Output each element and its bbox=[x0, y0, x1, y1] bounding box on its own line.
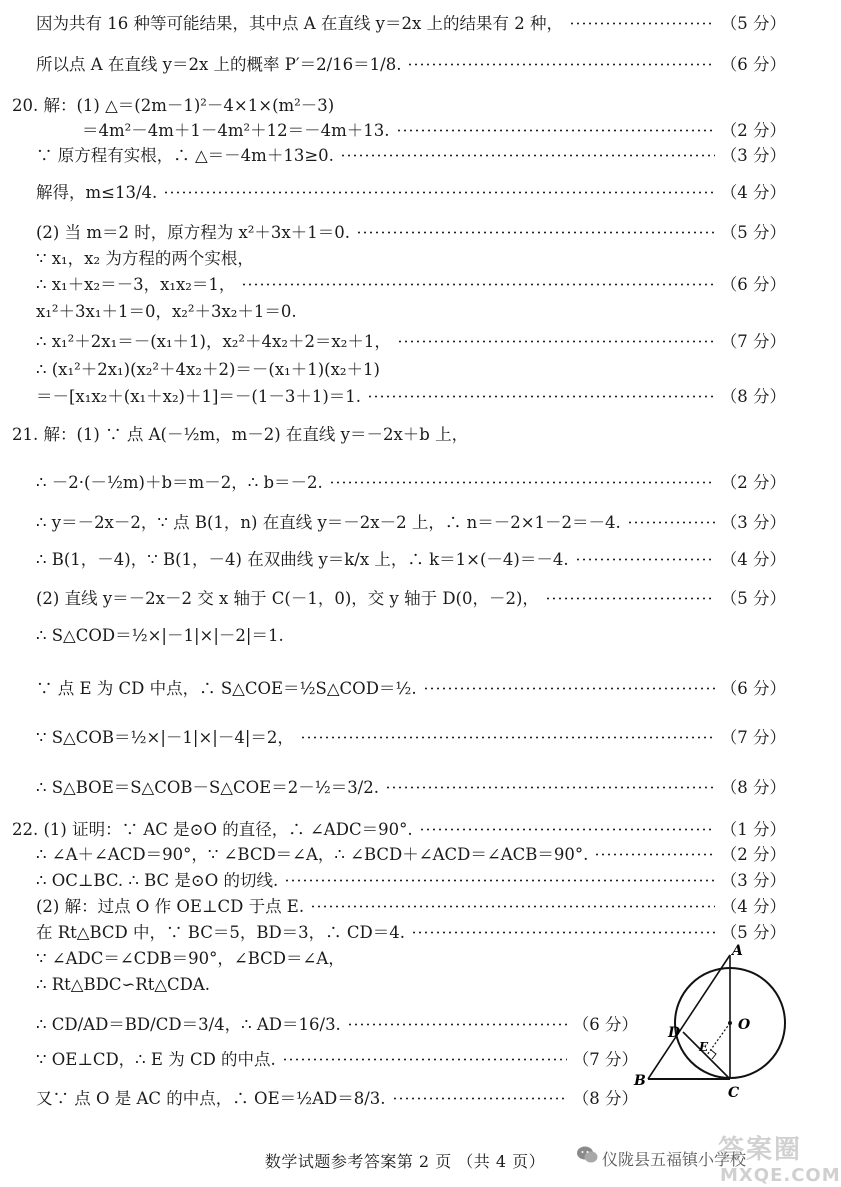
line-expression: (2) 当 m＝2 时，原方程为 x²＋3x＋1＝0. bbox=[36, 223, 350, 242]
score-label: （3 分） bbox=[720, 513, 786, 532]
line-expression: (2) 直线 y＝－2x－2 交 x 轴于 C(－1，0)，交 y 轴于 D(0，－2)， bbox=[36, 589, 539, 608]
score-label: （4 分） bbox=[720, 550, 786, 569]
line-expression: ∴ Rt△BDC∽Rt△CDA. bbox=[36, 975, 211, 994]
solution-line bbox=[12, 820, 786, 840]
solution-line bbox=[12, 425, 786, 445]
watermark bbox=[570, 1125, 841, 1187]
score-label: （2 分） bbox=[720, 845, 786, 864]
line-expression: ∴ ∠A＋∠ACD＝90°，∵ ∠BCD＝∠A，∴ ∠BCD＋∠ACD＝∠ACB＝90°. bbox=[36, 845, 589, 864]
line-expression: ∴ x₁＋x₂＝－3，x₁x₂＝1， bbox=[36, 275, 236, 294]
leader-dots bbox=[423, 687, 715, 690]
watermark-logo: 答案圈 bbox=[718, 1135, 803, 1165]
account-name: 仪陇县五福镇小学校 bbox=[602, 1150, 747, 1169]
score-label: （7 分） bbox=[572, 1050, 638, 1069]
line-expression: ∵ 点 E 为 CD 中点，∴ S△COE＝½S△COD＝½. bbox=[36, 679, 417, 698]
line-expression: ∵ ∠ADC＝∠CDB＝90°，∠BCD＝∠A， bbox=[36, 949, 345, 968]
solution-line bbox=[36, 387, 786, 407]
leader-dots bbox=[284, 879, 714, 882]
score-label: （2 分） bbox=[720, 121, 786, 140]
line-expression: ∵ OE⊥CD，∴ E 为 CD 的中点. bbox=[36, 1050, 276, 1069]
score-label: （5 分） bbox=[720, 589, 786, 608]
solution-line bbox=[36, 302, 786, 322]
line-expression: ∴ S△COD＝½×|－1|×|－2|＝1. bbox=[36, 626, 284, 645]
right-angle-mark bbox=[711, 1050, 716, 1059]
solution-line bbox=[36, 360, 786, 380]
watermark-site: MXQE.COM bbox=[720, 1165, 841, 1186]
leader-dots bbox=[545, 597, 715, 600]
line-expression: ∵ S△COB＝½×|－1|×|－4|＝2， bbox=[36, 728, 294, 747]
leader-dots bbox=[411, 931, 715, 934]
score-label: （3 分） bbox=[720, 146, 786, 165]
leader-dots bbox=[385, 786, 715, 789]
leader-dots bbox=[397, 340, 715, 343]
score-label: （3 分） bbox=[720, 871, 786, 890]
leader-dots bbox=[163, 191, 714, 194]
page-footer: 数学试题参考答案第 2 页 （共 4 页） bbox=[264, 1152, 546, 1171]
label-b: B bbox=[634, 1073, 646, 1089]
line-expression: 因为共有 16 种等可能结果，其中点 A 在直线 y＝2x 上的结果有 2 种， bbox=[36, 14, 563, 33]
solution-line bbox=[36, 1050, 638, 1070]
solution-line bbox=[36, 55, 786, 75]
label-o: O bbox=[738, 1017, 751, 1033]
solution-line bbox=[36, 589, 786, 609]
line-expression: ∵ 原方程有实根，∴ △＝－4m＋13≥0. bbox=[36, 146, 334, 165]
leader-dots bbox=[594, 853, 714, 856]
line-expression: ∵ x₁，x₂ 为方程的两个实根， bbox=[36, 249, 254, 268]
leader-dots bbox=[340, 154, 715, 157]
score-label: （7 分） bbox=[720, 332, 786, 351]
leader-dots bbox=[241, 283, 714, 286]
wechat-icon bbox=[576, 1145, 598, 1165]
line-expression: 20. 解：(1) △＝(2m－1)²－4×1×(m²－3) bbox=[12, 96, 335, 115]
score-label: （6 分） bbox=[720, 55, 786, 74]
line-expression: ∴ S△BOE＝S△COB－S△COE＝2－½＝3/2. bbox=[36, 778, 379, 797]
solution-line bbox=[12, 96, 786, 116]
line-expression: ∴ CD/AD＝BD/CD＝3/4，∴ AD＝16/3. bbox=[36, 1015, 341, 1034]
solution-line bbox=[36, 332, 786, 352]
score-label: （5 分） bbox=[720, 923, 786, 942]
solution-line bbox=[36, 923, 786, 943]
score-label: （8 分） bbox=[572, 1089, 638, 1108]
solution-line bbox=[36, 14, 786, 34]
center-point bbox=[728, 1021, 732, 1025]
solution-line bbox=[36, 249, 786, 269]
leader-dots bbox=[367, 395, 715, 398]
solution-line bbox=[36, 513, 786, 533]
leader-dots bbox=[569, 22, 715, 25]
solution-line bbox=[36, 626, 786, 646]
solution-line bbox=[36, 550, 786, 570]
solution-line bbox=[36, 146, 786, 166]
leader-dots bbox=[575, 558, 715, 561]
leader-dots bbox=[627, 521, 715, 524]
line-expression: (2) 解：过点 O 作 OE⊥CD 于点 E. bbox=[36, 897, 305, 916]
score-label: （4 分） bbox=[720, 183, 786, 202]
line-expression: 21. 解：(1) ∵ 点 A(－½m，m－2) 在直线 y＝－2x＋b 上， bbox=[12, 425, 469, 444]
solution-line bbox=[36, 223, 786, 243]
score-label: （5 分） bbox=[720, 223, 786, 242]
score-label: （6 分） bbox=[720, 275, 786, 294]
circle-geometry-diagram bbox=[628, 943, 784, 1103]
leader-dots bbox=[347, 1023, 567, 1026]
line-expression: 22. (1) 证明：∵ AC 是⊙O 的直径，∴ ∠ADC＝90°. bbox=[12, 820, 413, 839]
score-label: （6 分） bbox=[720, 679, 786, 698]
line-expression: ∴ (x₁²＋2x₁)(x₂²＋4x₂＋2)＝－(x₁＋1)(x₂＋1) bbox=[36, 360, 380, 379]
leader-dots bbox=[392, 1097, 567, 1100]
leader-dots bbox=[310, 905, 715, 908]
line-expression: ∴ x₁²＋2x₁＝－(x₁＋1)，x₂²＋4x₂＋2＝x₂＋1， bbox=[36, 332, 391, 351]
line-expression: 解得，m≤13/4. bbox=[36, 183, 158, 202]
leader-dots bbox=[329, 481, 715, 484]
score-label: （4 分） bbox=[720, 897, 786, 916]
line-expression: ∴ OC⊥BC. ∴ BC 是⊙O 的切线. bbox=[36, 871, 279, 890]
line-expression: x₁²＋3x₁＋1＝0，x₂²＋3x₂＋1＝0. bbox=[36, 302, 297, 321]
score-label: （8 分） bbox=[720, 778, 786, 797]
label-d: D bbox=[668, 1025, 681, 1041]
line-expression: ∴ y＝－2x－2，∵ 点 B(1，n) 在直线 y＝－2x－2 上，∴ n＝－2×1－2＝－4. bbox=[36, 513, 621, 532]
solution-line bbox=[36, 183, 786, 203]
line-expression: ∴ B(1，－4)，∵ B(1，－4) 在双曲线 y＝k/x 上，∴ k＝1×(－4)＝－4. bbox=[36, 550, 569, 569]
score-label: （2 分） bbox=[720, 473, 786, 492]
score-label: （6 分） bbox=[572, 1015, 638, 1034]
solution-line bbox=[36, 1089, 638, 1109]
line-expression: 又∵ 点 O 是 AC 的中点，∴ OE＝½AD＝8/3. bbox=[36, 1089, 386, 1108]
solution-line bbox=[82, 121, 786, 141]
label-e: E bbox=[699, 1040, 709, 1054]
leader-dots bbox=[356, 231, 715, 234]
solution-line bbox=[36, 275, 786, 295]
score-label: （7 分） bbox=[720, 728, 786, 747]
leader-dots bbox=[407, 63, 714, 66]
line-expression: ＝4m²－4m＋1－4m²＋12＝－4m＋13. bbox=[82, 121, 390, 140]
label-c: C bbox=[728, 1085, 740, 1101]
perpendicular-oe bbox=[707, 1023, 730, 1055]
solution-line bbox=[36, 871, 786, 891]
leader-dots bbox=[396, 129, 715, 132]
solution-line bbox=[36, 473, 786, 493]
solution-line bbox=[36, 778, 786, 798]
leader-dots bbox=[419, 828, 715, 831]
line-expression: ∴ －2·(－½m)＋b＝m－2，∴ b＝－2. bbox=[36, 473, 323, 492]
solution-line bbox=[36, 679, 786, 699]
leader-dots bbox=[300, 736, 715, 739]
solution-line bbox=[36, 845, 786, 865]
score-label: （5 分） bbox=[720, 14, 786, 33]
solution-line bbox=[36, 728, 786, 748]
line-expression: 所以点 A 在直线 y＝2x 上的概率 P′＝2/16＝1/8. bbox=[36, 55, 402, 74]
label-a: A bbox=[732, 943, 743, 959]
score-label: （1 分） bbox=[720, 820, 786, 839]
leader-dots bbox=[282, 1058, 567, 1061]
line-expression: 在 Rt△BCD 中，∵ BC＝5，BD＝3，∴ CD＝4. bbox=[36, 923, 406, 942]
score-label: （8 分） bbox=[720, 387, 786, 406]
solution-line bbox=[36, 897, 786, 917]
solution-line bbox=[36, 1015, 638, 1035]
line-expression: ＝－[x₁x₂＋(x₁＋x₂)＋1]＝－(1－3＋1)＝1. bbox=[36, 387, 362, 406]
